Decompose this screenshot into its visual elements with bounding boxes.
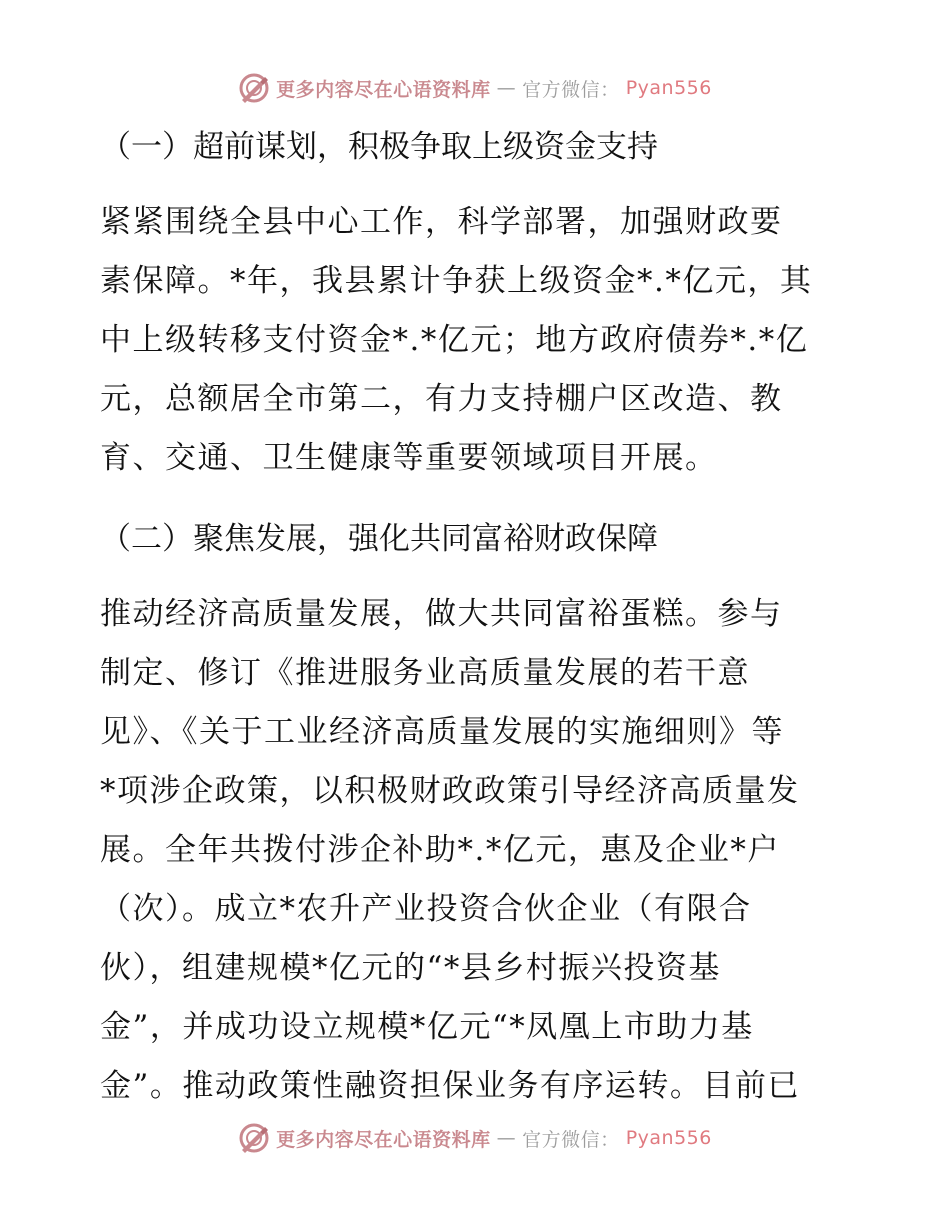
- section-2-heading: （二）聚焦发展，强化共同富裕财政保障: [100, 521, 658, 557]
- watermark-wechat-label: 官方微信：: [522, 1128, 620, 1151]
- paragraph-line: 展。全年共拨付涉企补助*.*亿元，惠及企业*户: [100, 832, 780, 868]
- paragraph-line: 见》、《关于工业经济高质量发展的实施细则》等: [100, 714, 784, 750]
- paragraph-line: 金”，并成功设立规模*亿元“*凤凰上市助力基: [100, 1009, 754, 1045]
- paragraph-line: （次）。成立*农升产业投资合伙企业（有限合: [100, 891, 752, 927]
- watermark-wechat-label: 官方微信：: [522, 78, 620, 101]
- paragraph-line: 伙），组建规模*亿元的“*县乡村振兴投资基: [100, 950, 721, 986]
- watermark-dash: —: [496, 77, 517, 99]
- paragraph-line: 制定、修订《推进服务业高质量发展的若干意: [100, 655, 750, 691]
- footer-watermark: [0, 1122, 950, 1154]
- pen-logo-icon: [238, 1122, 270, 1154]
- watermark-dash: —: [496, 1127, 517, 1149]
- watermark-main-text: 更多内容尽在心语资料库: [276, 1128, 491, 1151]
- pen-logo-icon: [238, 72, 270, 104]
- watermark-main-text: 更多内容尽在心语资料库: [276, 78, 491, 101]
- section-1-heading: （一）超前谋划，积极争取上级资金支持: [100, 129, 658, 165]
- paragraph-line: *项涉企政策，以积极财政政策引导经济高质量发: [100, 773, 800, 809]
- paragraph-line: 元，总额居全市第二，有力支持棚户区改造、教: [100, 381, 783, 417]
- paragraph-line: 推动经济高质量发展，做大共同富裕蛋糕。参与: [100, 596, 783, 632]
- watermark-wechat-id: Pyan556: [625, 1127, 712, 1149]
- section-2-paragraph: [100, 585, 852, 1116]
- document-body: [100, 118, 852, 1116]
- paragraph-line: 育、交通、卫生健康等重要领域项目开展。: [100, 440, 718, 476]
- header-watermark: [0, 72, 950, 104]
- paragraph-line: 素保障。*年，我县累计争获上级资金*.*亿元，其: [100, 263, 813, 299]
- paragraph-line: 中上级转移支付资金*.*亿元；地方政府债券*.*亿: [100, 322, 809, 358]
- paragraph-line: 紧紧围绕全县中心工作，科学部署，加强财政要: [100, 204, 783, 240]
- section-1-paragraph: [100, 193, 852, 488]
- watermark-wechat-id: Pyan556: [625, 77, 712, 99]
- paragraph-line: 金”。推动政策性融资担保业务有序运转。目前已: [100, 1068, 800, 1104]
